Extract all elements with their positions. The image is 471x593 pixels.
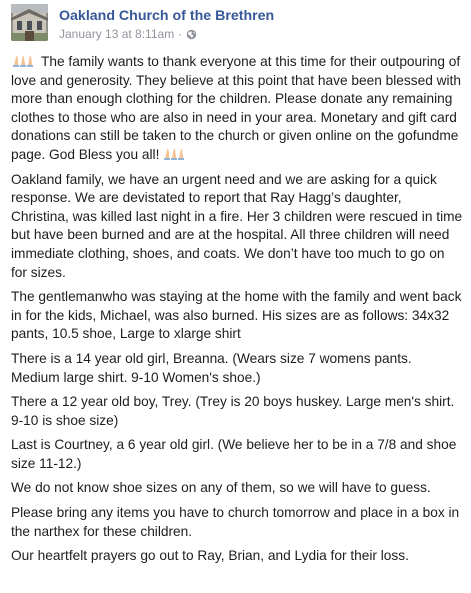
page-name-link[interactable]: Oakland Church of the Brethren	[59, 8, 275, 24]
post-header	[0, 0, 471, 44]
folded-hands-icon	[162, 147, 188, 160]
post-paragraph: Our heartfelt prayers go out to Ray, Brian, and Lydia for their loss.	[11, 548, 409, 564]
church-building-avatar-icon	[11, 4, 48, 41]
post-paragraph: We do not know shoe sizes on any of them, so we will have to guess.	[11, 480, 431, 496]
paragraph-text: The family wants to thank everyone at this time for their outpouring of love and generosity. They believe at this point that have been blessed with more than enough clothing for the children. Please donate any remaining clothes to those who are also in need in your area. Monetary and gift card donations can still be taken to the church or given online on the gofundme page. God Bless you all!	[11, 54, 461, 162]
post-paragraph: Last is Courtney, a 6 year old girl. (We believe her to be in a 7/8 and shoe size 11-12.)	[11, 437, 457, 471]
post-paragraph: There a 12 year old boy, Trey. (Trey is 20 boys huskey. Large men's shirt. 9-10 is shoe size)	[11, 394, 455, 428]
post-paragraph: There is a 14 year old girl, Breanna. (Wears size 7 womens pants. Medium large shirt. 9-10 Women's shoe.)	[11, 350, 412, 385]
post-meta	[59, 27, 197, 41]
page-avatar[interactable]	[11, 4, 48, 41]
post-paragraph: The gentlemanwho was staying at the home with the family and went back in for the kids, Michael, was also burned. His sizes are as follows: 34x32 pants, 10.5 shoe, Large to xlarge shirt	[11, 289, 462, 342]
post-paragraph: Oakland family, we have an urgent need and we are asking for a quick response. We are devistated to report that Ray Hagg’s daughter, Christina, was killed last night in a fire. Her 3 children were rescued in time but have been burned and are at the hospital. All three children will need immediate clothing, shoes, and coats. We don’t have too much to go on for sizes.	[11, 171, 463, 280]
meta-separator: ·	[178, 27, 183, 41]
post-paragraph: Please bring any items you have to church tomorrow and place in a box in the narthex for these children.	[11, 505, 460, 539]
folded-hands-icon	[11, 54, 37, 67]
post-body	[11, 53, 463, 572]
post-paragraph	[11, 53, 463, 165]
post-timestamp[interactable]: January 13 at 8:11am	[59, 27, 175, 41]
globe-icon[interactable]	[186, 29, 197, 40]
